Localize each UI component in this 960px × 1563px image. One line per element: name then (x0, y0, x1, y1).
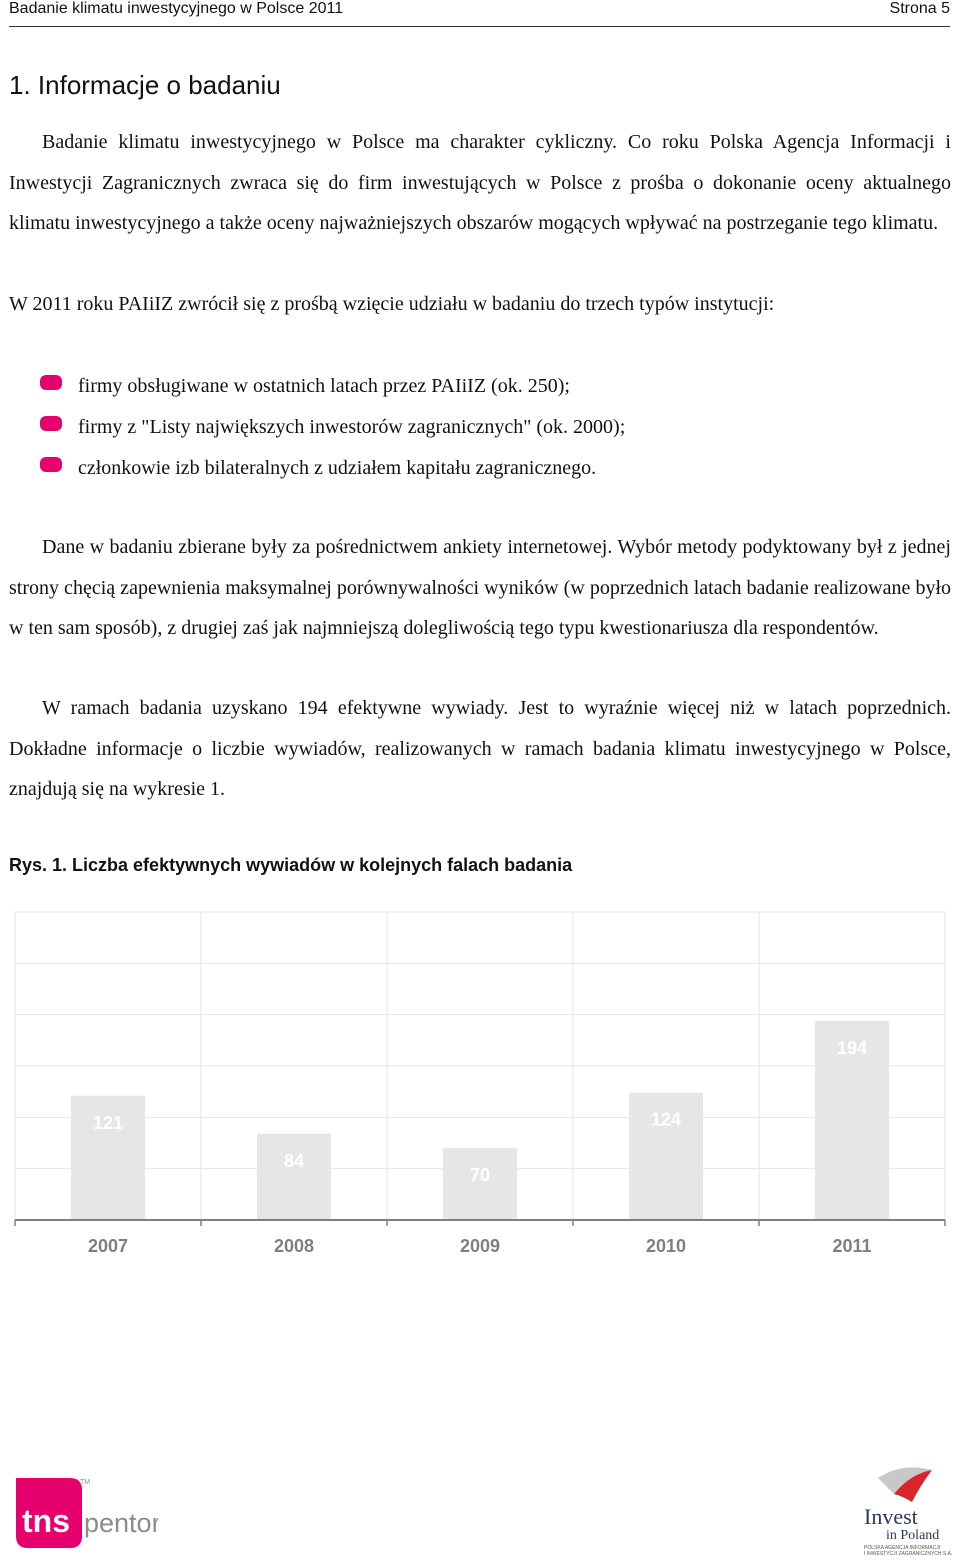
x-tick-label-2011: 2011 (832, 1236, 872, 1256)
paragraph-method (9, 527, 951, 649)
agency-line-2: I INWESTYCJI ZAGRANICZNYCH S.A. (864, 1551, 953, 1557)
tns-pentor-logo-graphic (8, 1470, 158, 1550)
institution-list (40, 366, 940, 489)
paragraph-institutions: W 2011 roku PAIiIZ zwrócił się z prośbą wzięcie udziału w badaniu do trzech typów instytucji: (9, 293, 775, 315)
paragraph-results-text: W ramach badania uzyskano 194 efektywne wywiady. Jest to wyraźnie więcej niż w latach poprzednich. Dokładne informacje o liczbie wywiadów, realizowanych w ramach badania klimatu inwestycyjnego w Polsce, znajdują się na wykresie 1. (9, 697, 951, 800)
x-tick-label-2008: 2008 (273, 1236, 315, 1256)
data-label-2008: 84 (283, 1150, 305, 1171)
trademark-mark: TM (80, 1479, 91, 1486)
data-label-2010: 124 (650, 1109, 682, 1130)
in-poland-wordmark: in Poland (886, 1528, 940, 1543)
x-tick-label-2010: 2010 (645, 1236, 687, 1256)
data-label-2007: 121 (92, 1112, 124, 1133)
figure-caption: Rys. 1. Liczba efektywnych wywiadów w kolejnych falach badania (9, 855, 573, 875)
bullet-icon (40, 416, 62, 431)
data-label-2011: 194 (836, 1037, 868, 1058)
tns-wordmark: tns (22, 1503, 70, 1539)
invest-in-poland-logo-graphic (850, 1460, 955, 1558)
bar-2008 (257, 1134, 331, 1220)
bullet-icon (40, 457, 62, 472)
list-item (40, 407, 940, 448)
header-document-title: Badanie klimatu inwestycyjnego w Polsce 2011 (9, 0, 344, 17)
list-item-text: członkowie izb bilateralnych z udziałem kapitału zagranicznego. (78, 457, 597, 479)
list-item-text: firmy z "Listy największych inwestorów zagranicznych" (ok. 2000); (78, 416, 626, 438)
bullet-icon (40, 375, 62, 390)
list-item (40, 448, 940, 489)
list-item-text: firmy obsługiwane w ostatnich latach przez PAIiIZ (ok. 250); (78, 375, 570, 397)
interviews-bar-chart (0, 900, 960, 1280)
x-tick-label-2007: 2007 (87, 1236, 129, 1256)
header-divider (9, 26, 950, 27)
paragraph-method-text: Dane w badaniu zbierane były za pośrednictwem ankiety internetowej. Wybór metody podyktowany był z jednej strony chęcią zapewnienia maksymalnej porównywalności wyników (w poprzednich latach badanie realizowane było w ten sam sposób), z drugiej zaś jak najmniejszą dolegliwością tego typu kwestionariusza dla respondentów. (9, 536, 951, 639)
header-page-label: Strona 5 (889, 0, 950, 17)
invest-in-poland-logo (850, 1460, 955, 1558)
paragraph-results (9, 688, 951, 810)
invest-wordmark: Invest (864, 1504, 918, 1529)
tns-pentor-logo (8, 1470, 158, 1550)
data-label-2009: 70 (469, 1165, 491, 1186)
x-tick-label-2009: 2009 (459, 1236, 501, 1256)
pentor-wordmark: pentor (84, 1508, 158, 1538)
list-item (40, 366, 940, 407)
section-title: 1. Informacje o badaniu (9, 70, 281, 100)
paragraph-intro (9, 122, 951, 244)
agency-line-1: POLSKA AGENCJA INFORMACJI (864, 1545, 941, 1551)
paragraph-intro-text: Badanie klimatu inwestycyjnego w Polsce ma charakter cykliczny. Co roku Polska Agencja Informacji i Inwestycji Zagranicznych zwraca się do firm inwestujących w Polsce z prośba o dokonanie oceny aktualnego klimatu inwestycyjnego a także oceny najważniejszych obszarów mogących wpływać na postrzeganie tego klimatu. (9, 131, 951, 234)
